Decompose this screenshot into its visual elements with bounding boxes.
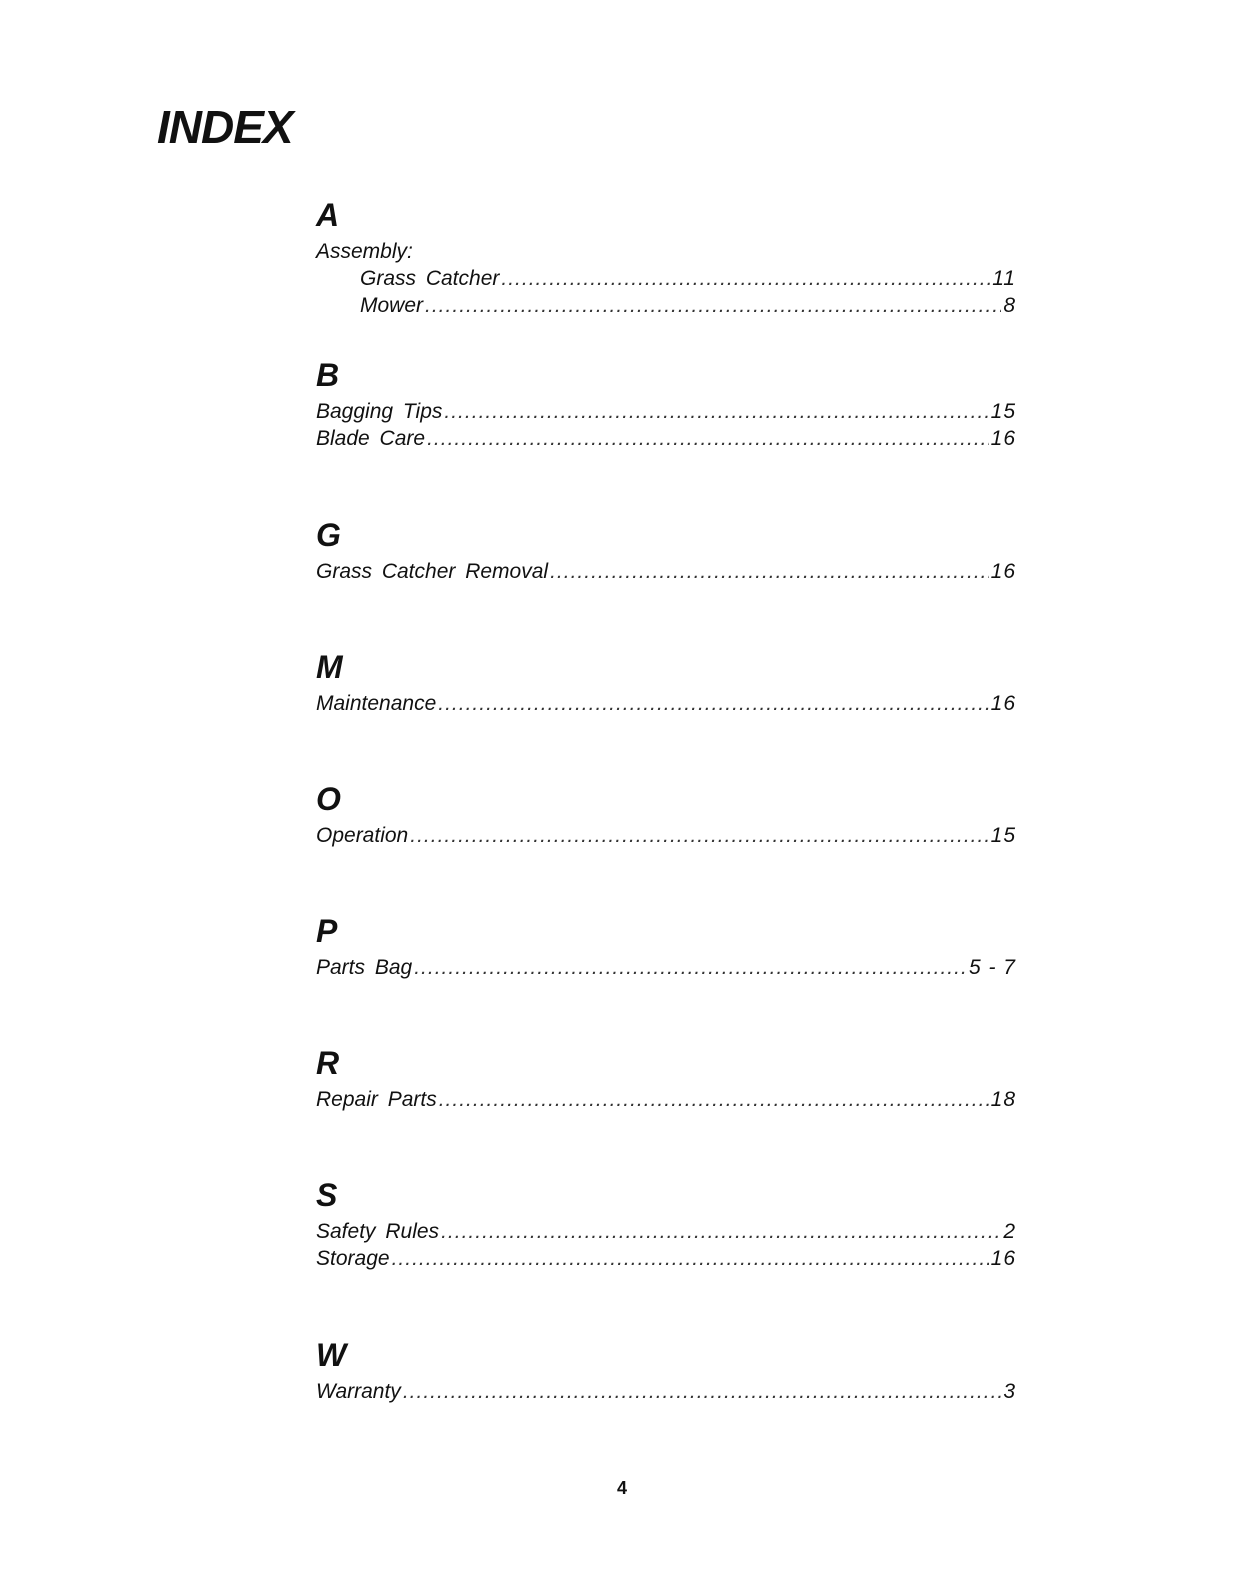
dot-leader xyxy=(427,425,989,452)
group-heading-label: Assembly: xyxy=(316,240,413,263)
index-section-b xyxy=(316,358,1016,518)
index-list xyxy=(316,198,1016,1418)
entry-page-number: 2 xyxy=(1003,1220,1016,1243)
entry-label: Operation xyxy=(316,824,409,847)
index-section-s xyxy=(316,1178,1016,1338)
index-section-a xyxy=(316,198,1016,358)
entry-label: Warranty xyxy=(316,1380,401,1403)
dot-leader xyxy=(403,1378,1002,1405)
entry-label: Blade Care xyxy=(316,427,426,450)
index-entry xyxy=(316,1086,1016,1113)
dot-leader xyxy=(501,265,990,292)
entry-label: Mower xyxy=(360,294,424,317)
section-letter: A xyxy=(316,197,340,233)
index-entry xyxy=(316,690,1016,717)
dot-leader xyxy=(392,1245,989,1272)
index-entry xyxy=(316,1218,1016,1245)
entry-page-number: 8 xyxy=(1003,294,1016,317)
section-letter: G xyxy=(316,517,341,553)
section-letter: M xyxy=(316,649,343,685)
entry-page-number: 16 xyxy=(990,560,1016,583)
entry-page-number: 16 xyxy=(990,1247,1016,1270)
entry-page-number: 16 xyxy=(990,692,1016,715)
index-entry xyxy=(316,292,1016,319)
entry-page-number: 18 xyxy=(990,1088,1016,1111)
dot-leader xyxy=(438,690,988,717)
entry-label: Repair Parts xyxy=(316,1088,437,1111)
dot-leader xyxy=(441,1218,1001,1245)
entry-label: Grass Catcher Removal xyxy=(316,560,549,583)
index-entry xyxy=(316,558,1016,585)
footer-page-number: 4 xyxy=(616,1478,627,1498)
index-entry xyxy=(316,822,1016,849)
index-section-g xyxy=(316,518,1016,650)
dot-leader xyxy=(414,954,967,981)
entry-label: Parts Bag xyxy=(316,956,413,979)
dot-leader xyxy=(439,1086,989,1113)
entry-label: Grass Catcher xyxy=(360,267,500,290)
section-letter: R xyxy=(316,1045,340,1081)
index-entry xyxy=(316,1245,1016,1272)
index-entry xyxy=(316,425,1016,452)
index-section-p xyxy=(316,914,1016,1046)
entry-label: Storage xyxy=(316,1247,390,1270)
index-section-o xyxy=(316,782,1016,914)
index-entry xyxy=(316,398,1016,425)
section-letter: O xyxy=(316,781,341,817)
index-entry xyxy=(316,1378,1016,1405)
entry-page-number: 15 xyxy=(990,400,1016,423)
section-letter: W xyxy=(316,1337,347,1373)
entry-label: Maintenance xyxy=(316,692,437,715)
index-entry xyxy=(316,265,1016,292)
dot-leader xyxy=(425,292,1001,319)
index-group-heading xyxy=(316,238,1016,265)
index-section-r xyxy=(316,1046,1016,1178)
section-letter: S xyxy=(316,1177,338,1213)
entry-page-number: 5 - 7 xyxy=(968,956,1016,979)
index-entry xyxy=(316,954,1016,981)
dot-leader xyxy=(410,822,988,849)
section-letter: B xyxy=(316,357,340,393)
section-letter: P xyxy=(316,913,338,949)
entry-label: Safety Rules xyxy=(316,1220,440,1243)
index-section-m xyxy=(316,650,1016,782)
entry-page-number: 11 xyxy=(992,267,1016,290)
entry-label: Bagging Tips xyxy=(316,400,443,423)
index-section-w xyxy=(316,1338,1016,1418)
page-title: INDEX xyxy=(157,101,293,153)
entry-page-number: 15 xyxy=(990,824,1016,847)
dot-leader xyxy=(444,398,988,425)
entry-page-number: 3 xyxy=(1003,1380,1016,1403)
dot-leader xyxy=(550,558,989,585)
entry-page-number: 16 xyxy=(990,427,1016,450)
